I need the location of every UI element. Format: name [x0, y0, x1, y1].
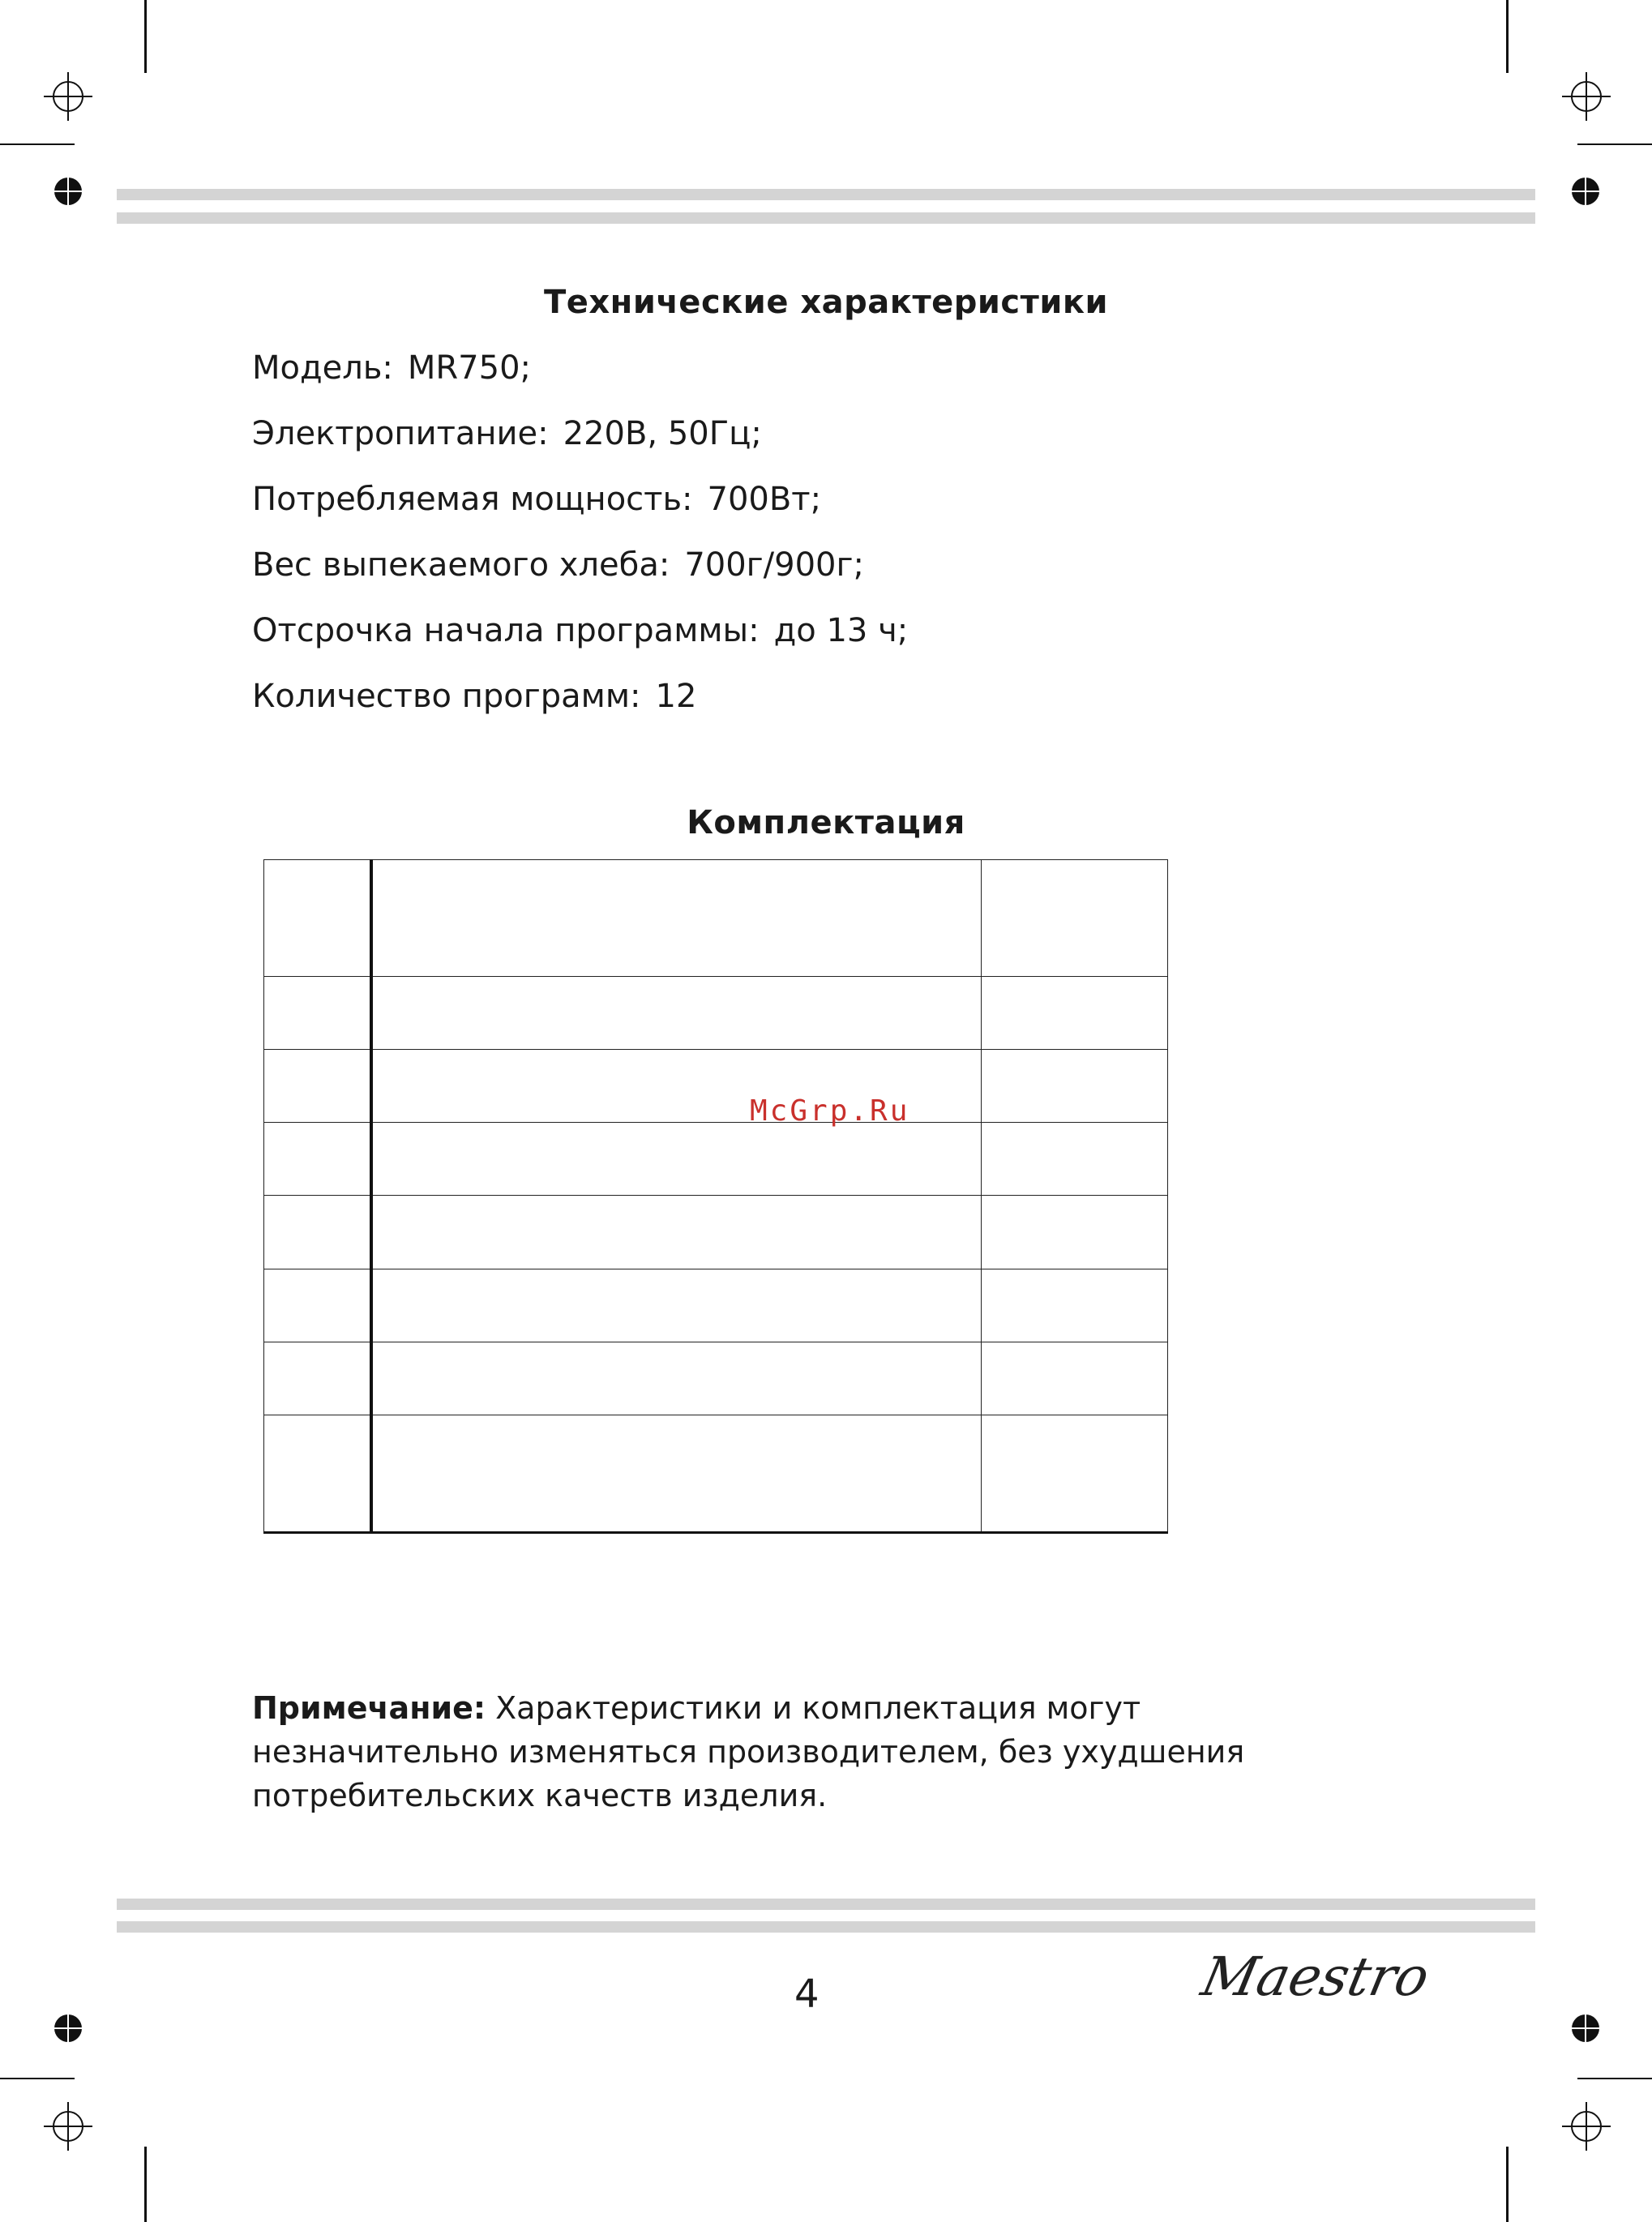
spec-label: Количество программ: — [252, 678, 641, 715]
brand-logo: Maestro — [1196, 1946, 1435, 2008]
spec-value: 12 — [655, 678, 697, 715]
spec-power-consumption — [252, 481, 821, 518]
header-band — [117, 212, 1535, 224]
spec-label: Потребляемая мощность: — [252, 481, 693, 518]
crop-mark — [1506, 0, 1509, 73]
spec-value: 700г/900г; — [684, 546, 864, 584]
page-number: 4 — [794, 1972, 820, 2017]
table-cell — [264, 1196, 371, 1269]
crop-mark — [144, 2147, 147, 2222]
table-cell — [981, 860, 1167, 977]
table-cell — [981, 1342, 1167, 1415]
table-cell — [371, 1123, 981, 1196]
table-row — [264, 1342, 1168, 1415]
table-cell — [371, 860, 981, 977]
table-cell — [264, 1269, 371, 1342]
table-row — [264, 1415, 1168, 1532]
table-row — [264, 1196, 1168, 1269]
table-row — [264, 1123, 1168, 1196]
table-cell — [264, 1050, 371, 1123]
table-cell — [264, 1415, 371, 1532]
table-cell — [981, 1269, 1167, 1342]
crop-mark — [0, 2078, 75, 2079]
specs-title: Технические характеристики — [543, 284, 1109, 321]
crop-mark — [1577, 2078, 1652, 2079]
table-cell — [981, 1196, 1167, 1269]
crop-mark — [0, 143, 75, 145]
registration-dot-icon — [1570, 176, 1601, 207]
kit-title: Комплектация — [687, 804, 965, 841]
spec-power-supply — [252, 415, 762, 452]
footer-band — [117, 1899, 1535, 1910]
spec-bread-weight — [252, 546, 864, 584]
registration-crosshair-icon — [1562, 72, 1611, 121]
table-cell — [981, 1123, 1167, 1196]
note — [252, 1686, 1387, 1817]
footer-band — [117, 1921, 1535, 1933]
table-row — [264, 977, 1168, 1050]
table-cell — [371, 1415, 981, 1532]
spec-model — [252, 349, 531, 387]
table-row — [264, 1269, 1168, 1342]
table-cell — [371, 977, 981, 1050]
registration-crosshair-icon — [44, 2102, 92, 2151]
registration-crosshair-icon — [44, 72, 92, 121]
table-cell — [371, 1342, 981, 1415]
spec-label: Отсрочка начала программы: — [252, 612, 760, 649]
table-row — [264, 860, 1168, 977]
table-cell — [264, 860, 371, 977]
crop-mark — [1577, 143, 1652, 145]
note-text: Характеристики и комплектация могут незначительно изменяться производителем, без ухудшения потребительских качеств изделия. — [252, 1690, 1245, 1813]
table-row — [264, 1050, 1168, 1123]
table-cell — [264, 1123, 371, 1196]
table-cell — [371, 1196, 981, 1269]
spec-value: 220В, 50Гц; — [563, 415, 762, 452]
table-cell — [981, 1050, 1167, 1123]
table-cell — [264, 1342, 371, 1415]
spec-value: до 13 ч; — [773, 612, 909, 649]
registration-crosshair-icon — [1562, 2102, 1611, 2151]
header-band — [117, 189, 1535, 200]
note-label: Примечание: — [252, 1690, 486, 1726]
spec-value: 700Вт; — [707, 481, 822, 518]
spec-label: Модель: — [252, 349, 393, 387]
table-cell — [981, 977, 1167, 1050]
spec-label: Вес выпекаемого хлеба: — [252, 546, 670, 584]
table-cell — [981, 1415, 1167, 1532]
registration-dot-icon — [1570, 2013, 1601, 2044]
spec-value: MR750; — [407, 349, 532, 387]
watermark: McGrp.Ru — [750, 1094, 910, 1128]
table-cell — [371, 1269, 981, 1342]
crop-mark — [1506, 2147, 1509, 2222]
registration-dot-icon — [53, 2013, 83, 2044]
kit-table — [263, 859, 1168, 1534]
spec-label: Электропитание: — [252, 415, 549, 452]
registration-dot-icon — [53, 176, 83, 207]
crop-mark — [144, 0, 147, 73]
table-cell — [264, 977, 371, 1050]
spec-program-count — [252, 678, 696, 715]
spec-delay-start — [252, 612, 908, 649]
